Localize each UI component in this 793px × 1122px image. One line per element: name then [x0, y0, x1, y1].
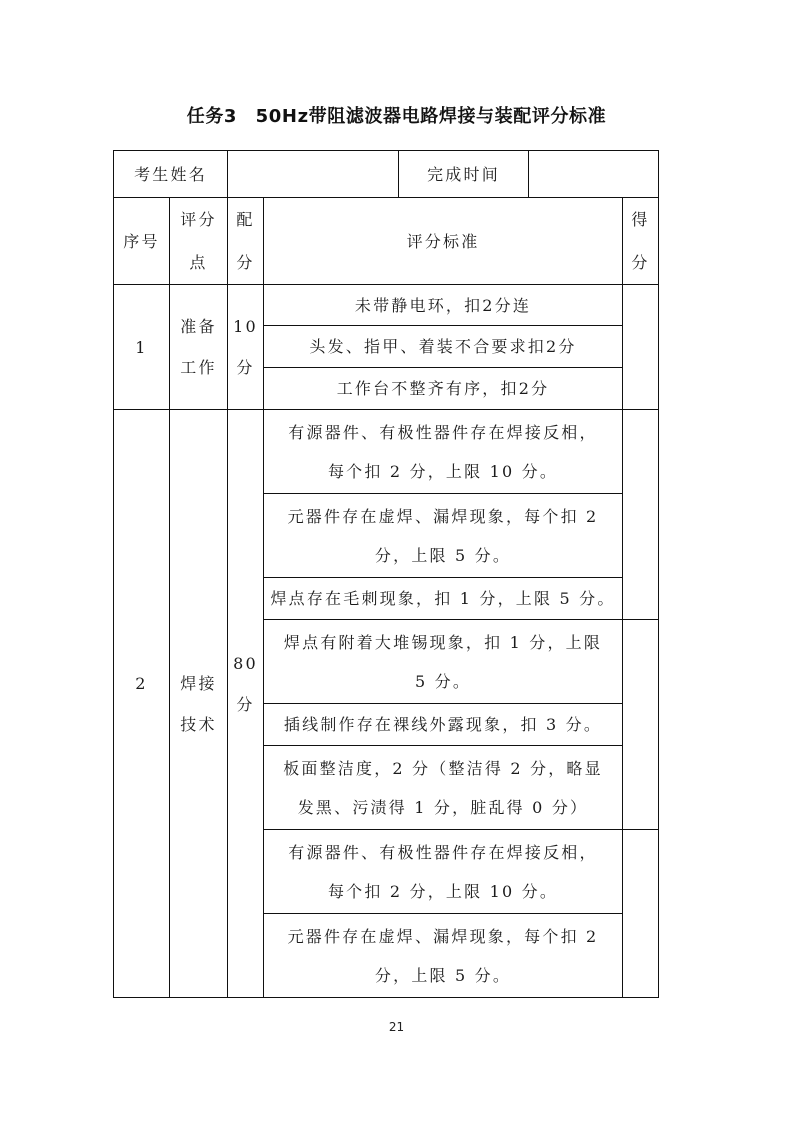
criteria-cell: [264, 494, 623, 578]
section-1-allotted-score: [228, 285, 264, 410]
criteria-line: 有源器件、有极性器件存在焊接反相，: [288, 842, 598, 862]
criteria-cell: [264, 620, 623, 704]
criteria-cell: [264, 914, 623, 998]
criteria-line: 工作台不整齐有序，扣2分: [336, 379, 550, 398]
criteria-line: 未带静电环，扣2分连: [354, 295, 532, 315]
section-2-index: [114, 410, 170, 998]
header-allotted-score-line: 分: [236, 253, 255, 272]
criteria-line: 每个扣 2 分，上限 10 分。: [327, 881, 559, 901]
scoring-point-line: 准备: [180, 317, 217, 336]
info-row: [114, 151, 659, 198]
scoring-point-line: 技术: [180, 714, 217, 734]
criteria-line: 头发、指甲、着装不合要求扣2分: [309, 337, 577, 356]
obtained-score-cell: [623, 620, 659, 830]
completion-time-cell: [529, 151, 659, 198]
criteria-line: 分，上限 5 分。: [374, 965, 512, 985]
examinee-name-cell: [228, 151, 399, 198]
criteria-line: 有源器件、有极性器件存在焊接反相，: [288, 422, 598, 442]
header-index: 序号: [114, 198, 170, 285]
header-allotted-score-line: 配: [236, 210, 255, 229]
criteria-cell: [264, 704, 623, 746]
scoring-point-line: 工作: [180, 358, 217, 377]
scoring-point-line: 焊接: [180, 673, 217, 693]
criteria-cell: [264, 830, 623, 914]
criteria-cell: [264, 368, 623, 410]
examinee-name-label: 考生姓名: [114, 151, 228, 198]
allotted-score-line: 10: [233, 317, 258, 336]
criteria-line: 焊点存在毛刺现象，扣 1 分，上限 5 分。: [270, 589, 616, 608]
header-allotted-score: [228, 198, 264, 285]
header-row: [114, 198, 659, 285]
header-obtained-score-line: 得: [631, 210, 650, 229]
section-2-scoring-point: [170, 410, 228, 998]
header-scoring-point-line: 评分: [180, 210, 217, 229]
header-scoring-point: [170, 198, 228, 285]
obtained-score-cell: [623, 830, 659, 998]
section-index-text: 2: [135, 674, 148, 693]
table-row: [114, 285, 659, 326]
page-title: 任务3 50Hz带阻滤波器电路焊接与装配评分标准: [186, 106, 607, 127]
criteria-line: 元器件存在虚焊、漏焊现象，每个扣 2: [287, 506, 599, 526]
criteria-line: 5 分。: [414, 671, 472, 691]
criteria-line: 元器件存在虚焊、漏焊现象，每个扣 2: [287, 926, 599, 946]
header-scoring-point-line: 点: [189, 253, 208, 272]
header-criteria: 评分标准: [264, 198, 623, 285]
criteria-line: 板面整洁度，2 分（整洁得 2 分，略显: [283, 758, 603, 778]
obtained-score-cell: [623, 285, 659, 410]
completion-time-label: 完成时间: [399, 151, 529, 198]
header-obtained-score: [623, 198, 659, 285]
criteria-cell: [264, 410, 623, 494]
allotted-score-line: 分: [236, 694, 255, 714]
allotted-score-line: 分: [236, 358, 255, 377]
section-2-allotted-score: [228, 410, 264, 998]
page-number: 21: [388, 1020, 405, 1034]
criteria-line: 发黑、污渍得 1 分，脏乱得 0 分）: [297, 797, 589, 817]
criteria-cell: [264, 746, 623, 830]
header-obtained-score-line: 分: [631, 253, 650, 272]
table-row: [114, 410, 659, 494]
criteria-cell: [264, 578, 623, 620]
section-1-scoring-point: [170, 285, 228, 410]
grading-table: [113, 150, 659, 998]
criteria-cell: [264, 326, 623, 368]
criteria-line: 分，上限 5 分。: [374, 545, 512, 565]
obtained-score-cell: [623, 410, 659, 620]
criteria-cell: [264, 285, 623, 326]
allotted-score-line: 80: [233, 653, 258, 673]
section-1-index: 1: [114, 285, 170, 410]
criteria-line: 插线制作存在裸线外露现象，扣 3 分。: [283, 715, 603, 734]
criteria-line: 焊点有附着大堆锡现象，扣 1 分，上限: [283, 632, 603, 652]
allotted-score-stack: [228, 643, 263, 725]
criteria-line: 每个扣 2 分，上限 10 分。: [327, 461, 559, 481]
